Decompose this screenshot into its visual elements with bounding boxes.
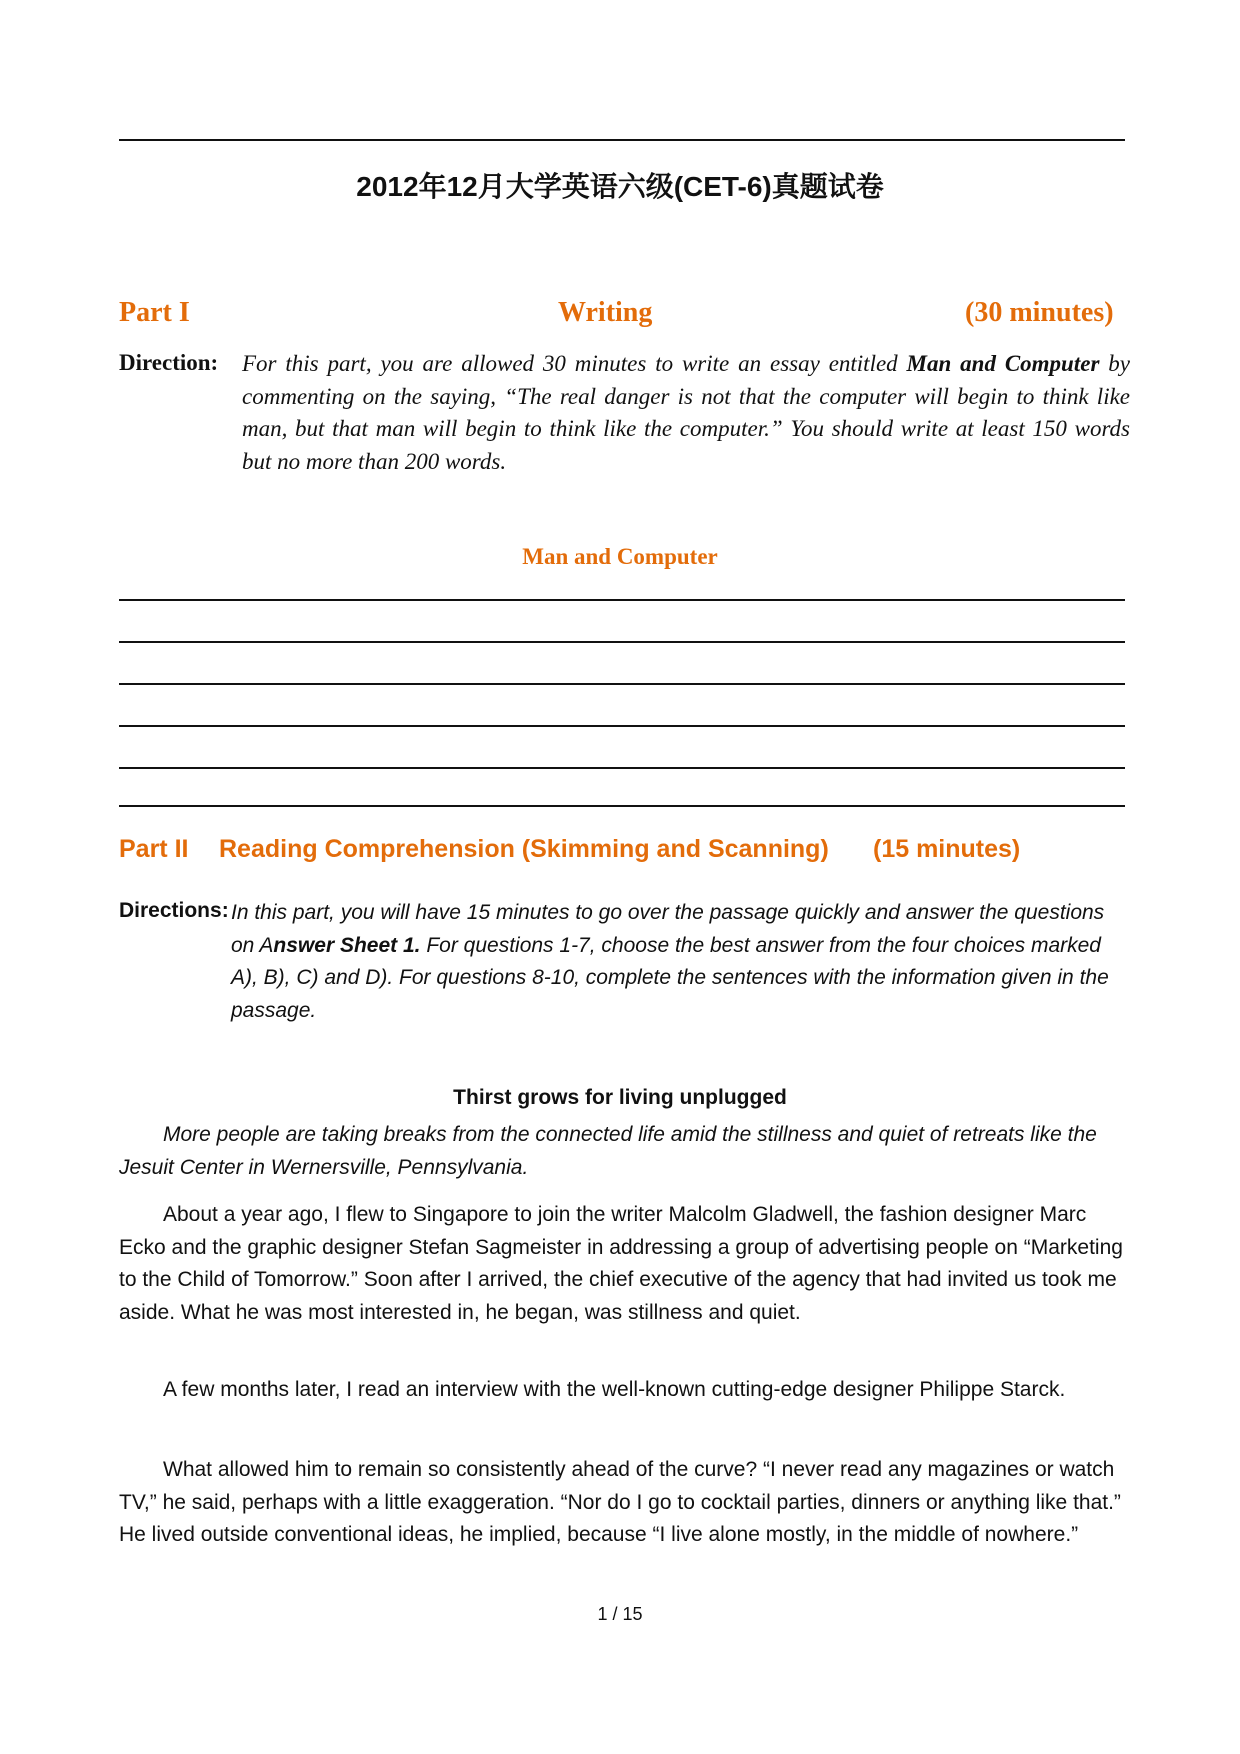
writing-line [119, 725, 1125, 727]
passage-paragraph: What allowed him to remain so consistently ahead of the curve? “I never read any magazines or watch TV,” he said, perhaps with a little exaggeration. “Nor do I go to cocktail parties, dinners or anything like that.” He lived outside conventional ideas, he implied, because “I live alone mostly, in the middle of nowhere.” [119, 1458, 1121, 1546]
part1-direction-pre: For this part, you are allowed 30 minutes to write an essay entitled [242, 351, 907, 376]
document-title: 2012年12月大学英语六级(CET-6)真题试卷 [356, 171, 884, 202]
part1-direction-label: Direction: [119, 350, 219, 375]
writing-line [119, 683, 1125, 685]
part1-direction-essay-name: Man and Computer [906, 351, 1100, 376]
part1-name: Writing [558, 297, 653, 328]
part1-direction-text [242, 348, 1130, 478]
part2-label: Part II [119, 835, 189, 863]
writing-line [119, 767, 1125, 769]
part1-direction-post: by commenting on the saying, “The real danger is not that the computer will begin to think like man, but that man will begin to think like the computer.” You should write at least 150 words but no more than 200 words. [242, 351, 1130, 474]
writing-line [119, 805, 1125, 807]
essay-title: Man and Computer [522, 544, 718, 569]
header-rule [119, 139, 1125, 141]
writing-line [119, 599, 1125, 601]
part2-name: Reading Comprehension (Skimming and Scanning) [219, 835, 829, 863]
part2-directions-pre: In this part, you will have 15 minutes to go over the passage quickly and answer the questions on A [231, 901, 1105, 957]
part2-time: (15 minutes) [873, 835, 1021, 863]
passage-paragraph: A few months later, I read an interview with the well-known cutting-edge designer Philippe Starck. [163, 1378, 1066, 1401]
part2-directions-label: Directions: [119, 899, 229, 922]
passage-paragraph: More people are taking breaks from the connected life amid the stillness and quiet of retreats like the Jesuit Center in Wernersville, Pennsylvania. [119, 1123, 1097, 1179]
writing-line [119, 641, 1125, 643]
passage-paragraph: About a year ago, I flew to Singapore to join the writer Malcolm Gladwell, the fashion designer Marc Ecko and the graphic designer Stefan Sagmeister in addressing a group of advertising people on “Marketing to the Child of Tomorrow.” Soon after I arrived, the chief executive of the agency that had invited us took me aside. What he was most interested in, he began, was stillness and quiet. [119, 1203, 1123, 1324]
part1-label: Part I [119, 297, 190, 328]
part2-directions-text [231, 897, 1111, 1027]
part1-time: (30 minutes) [965, 297, 1114, 328]
page-number: 1 / 15 [597, 1604, 643, 1624]
part2-directions-post: For questions 1-7, choose the best answer from the four choices marked A), B), C) and D). For questions 8-10, complete the sentences with the information given in the passage. [231, 933, 1109, 1022]
passage-title: Thirst grows for living unplugged [453, 1086, 787, 1109]
part2-directions-answer-sheet: nswer Sheet 1. [273, 933, 421, 957]
